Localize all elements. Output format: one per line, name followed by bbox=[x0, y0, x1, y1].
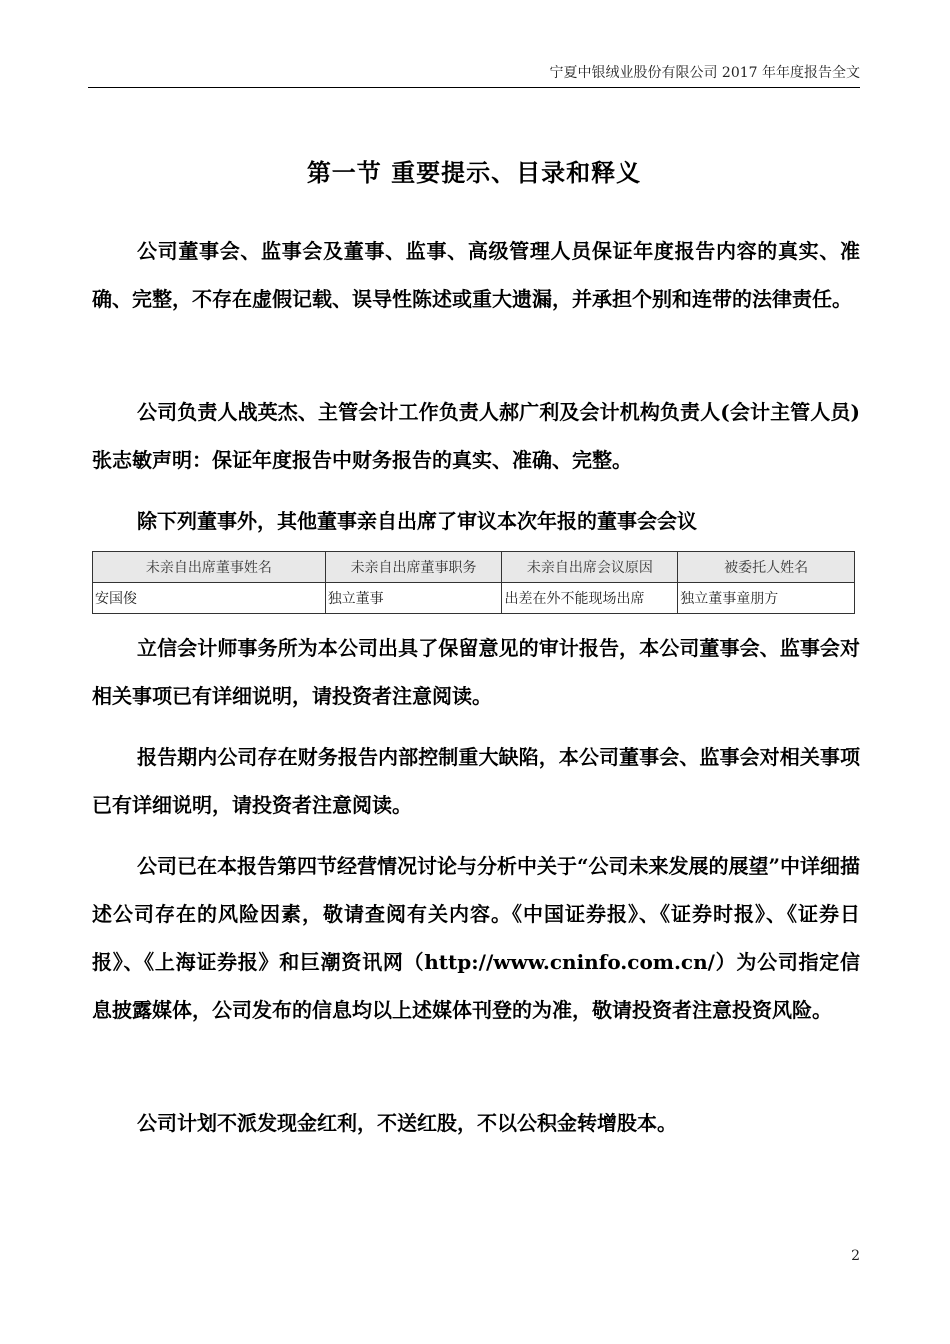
table-row bbox=[93, 583, 855, 614]
table-header-cell: 未亲自出席会议原因 bbox=[502, 552, 678, 583]
table-cell: 独立董事童朋方 bbox=[678, 583, 855, 614]
paragraph-risk-disclosure: 公司已在本报告第四节经营情况讨论与分析中关于“公司未来发展的展望”中详细描述公司存在的风险因素，敬请查阅有关内容。《中国证券报》、《证券时报》、《证券日报》、《上海证券报》和巨潮资讯网（http://www.cninfo.com.cn/）为公司指定信息披露媒体，公司发布的信息均以上述媒体刊登的为准，敬请投资者注意投资风险。 bbox=[92, 854, 861, 1022]
table-header-cell: 被委托人姓名 bbox=[678, 552, 855, 583]
absent-directors-table bbox=[92, 551, 855, 614]
table-header-cell: 未亲自出席董事姓名 bbox=[93, 552, 326, 583]
paragraph-internal-control: 报告期内公司存在财务报告内部控制重大缺陷，本公司董事会、监事会对相关事项已有详细说明，请投资者注意阅读。 bbox=[92, 745, 860, 817]
paragraph-directors-attendance: 除下列董事外，其他董事亲自出席了审议本次年报的董事会会议 bbox=[137, 509, 697, 533]
table-cell: 出差在外不能现场出席 bbox=[502, 583, 678, 614]
table-cell: 安国俊 bbox=[93, 583, 326, 614]
paragraph-dividend-plan: 公司计划不派发现金红利，不送红股，不以公积金转增股本。 bbox=[137, 1111, 677, 1135]
section-title: 第一节 重要提示、目录和释义 bbox=[306, 158, 642, 187]
header-rule bbox=[88, 87, 860, 88]
page-number: 2 bbox=[851, 1248, 860, 1264]
running-header: 宁夏中银绒业股份有限公司 2017 年年度报告全文 bbox=[549, 65, 860, 81]
table-cell: 独立董事 bbox=[325, 583, 502, 614]
paragraph-responsible-persons: 公司负责人战英杰、主管会计工作负责人郝广利及会计机构负责人(会计主管人员)张志敏声明：保证年度报告中财务报告的真实、准确、完整。 bbox=[92, 400, 860, 472]
table-header-cell: 未亲自出席董事职务 bbox=[325, 552, 502, 583]
paragraph-board-guarantee: 公司董事会、监事会及董事、监事、高级管理人员保证年度报告内容的真实、准确、完整，不存在虚假记载、误导性陈述或重大遗漏，并承担个别和连带的法律责任。 bbox=[92, 239, 860, 311]
paragraph-audit-opinion: 立信会计师事务所为本公司出具了保留意见的审计报告，本公司董事会、监事会对相关事项已有详细说明，请投资者注意阅读。 bbox=[92, 636, 860, 708]
table-header-row bbox=[93, 552, 855, 583]
